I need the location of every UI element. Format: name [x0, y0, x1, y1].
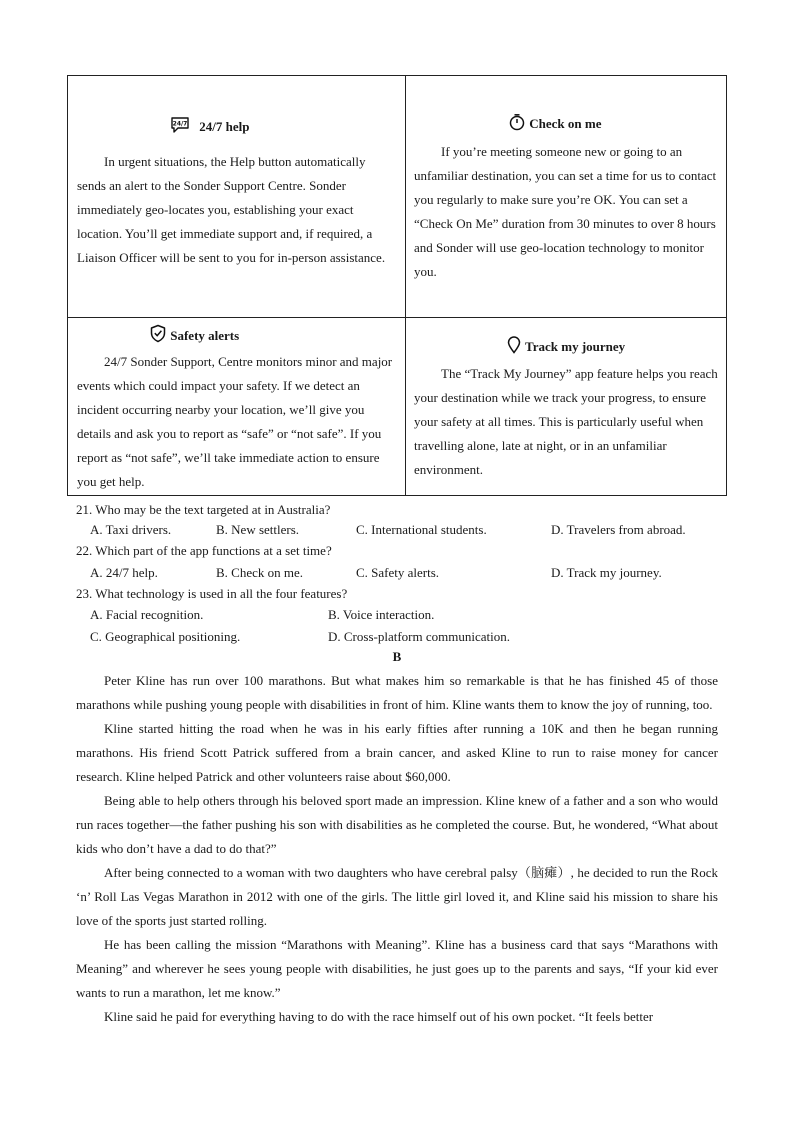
question-23-option-d: D. Cross-platform communication. [328, 629, 510, 644]
question-23-option-c: C. Geographical positioning. [90, 629, 241, 644]
title-text: Safety alerts [170, 328, 240, 343]
cell-track-my-journey [405, 317, 727, 496]
location-pin-icon [506, 339, 525, 354]
question-22-option-b: B. Check on me. [216, 565, 304, 580]
paragraph: Being able to help others through his beloved sport made an impression. Kline knew of a father and a son who would run races together—the father pushing his son with disabilities as he completed the course. But, he wondered, “What about kids who don’t have a dad to do that?” [76, 793, 718, 856]
cell-title-check-on-me [508, 113, 601, 132]
question-22-option-a: A. 24/7 help. [90, 565, 158, 580]
passage-b [76, 669, 718, 1029]
cell-24-7-help [67, 75, 406, 318]
question-23-option-a: A. Facial recognition. [90, 607, 204, 622]
question-21-option-c: C. International students. [356, 522, 487, 537]
feature-table [67, 75, 727, 496]
question-22-option-d: D. Track my journey. [551, 565, 662, 580]
cell-title-safety-alerts [149, 324, 239, 344]
question-23-stem: 23. What technology is used in all the four features? [76, 586, 348, 601]
timer-icon [508, 116, 529, 131]
paragraph: Kline started hitting the road when he was in his early fifties after running a 10K and then he began running marathons. His friend Scott Patrick suffered from a brain cancer, and asked Kline to run to raise money for cancer research. Kline helped Patrick and other volunteers raise about $60,000. [76, 721, 718, 784]
paragraph: Peter Kline has run over 100 marathons. But what makes him so remarkable is that he has finished 45 of those marathons while pushing young people with disabilities in front of him. Kline wants them to know the joy of running, too. [76, 673, 718, 712]
title-text: Check on me [529, 116, 602, 131]
cell-body: 24/7 Sonder Support, Centre monitors minor and major events which could impact your safety. If we detect an incident occurring nearby your location, we’ll give you details and ask you to report as “safe” or “not safe”. If you report as “not safe”, we’ll take immediate action to ensure you get help. [77, 354, 393, 489]
question-21-stem: 21. Who may be the text targeted at in Australia? [76, 502, 331, 517]
question-21-option-a: A. Taxi drivers. [90, 522, 172, 537]
cell-body: If you’re meeting someone new or going to an unfamiliar destination, you can set a time for us to contact you regularly to make sure you’re OK. You can set a “Check On Me” duration from 30 minutes to over 8 hours and Sonder will use geo-location technology to monitor you. [414, 144, 717, 279]
cell-check-on-me [405, 75, 727, 318]
title-text: Track my journey [525, 339, 626, 354]
question-22-stem: 22. Which part of the app functions at a set time? [76, 543, 332, 558]
paragraph: After being connected to a woman with two daughters who have cerebral palsy（脑瘫）, he decided to run the Rock ‘n’ Roll Las Vegas Marathon in 2012 with one of the girls. The little girl loved it, and Kline said his mission to share his love of the sports just started rolling. [76, 865, 718, 928]
cell-title-24-7-help [170, 116, 249, 135]
cell-body: The “Track My Journey” app feature helps you reach your destination while we track your progress, to ensure your safety at all times. This is particularly useful when travelling alone, late at night, or in an unfamiliar environment. [414, 366, 718, 477]
paragraph: Kline said he paid for everything having to do with the race himself out of his own pocket. “It feels better [104, 1009, 654, 1024]
section-b-heading: B [392, 649, 402, 664]
cell-title-track-my-journey [506, 336, 625, 355]
question-22-option-c: C. Safety alerts. [356, 565, 440, 580]
cell-body: In urgent situations, the Help button automatically sends an alert to the Sonder Support Centre. Sonder immediately geo-locates you, establishing your exact location. You’ll get immediate support and, if required, a Liaison Officer will be sent to you for in-person assistance. [77, 154, 386, 265]
paragraph: He has been calling the mission “Marathons with Meaning”. Kline has a business card that says “Marathons with Meaning” and wherever he sees young people with disabilities, he just goes up to the parents and says, “If your kid ever wants to run a marathon, let me know.” [76, 937, 718, 1000]
question-23-option-b: B. Voice interaction. [328, 607, 435, 622]
title-text: 24/7 help [199, 119, 250, 134]
svg-text:24/7: 24/7 [172, 120, 188, 128]
shield-check-icon [149, 328, 170, 343]
question-21-option-b: B. New settlers. [216, 522, 300, 537]
cell-safety-alerts [67, 317, 406, 496]
chat-24-7-icon [170, 119, 193, 134]
question-21-option-d: D. Travelers from abroad. [551, 522, 686, 537]
